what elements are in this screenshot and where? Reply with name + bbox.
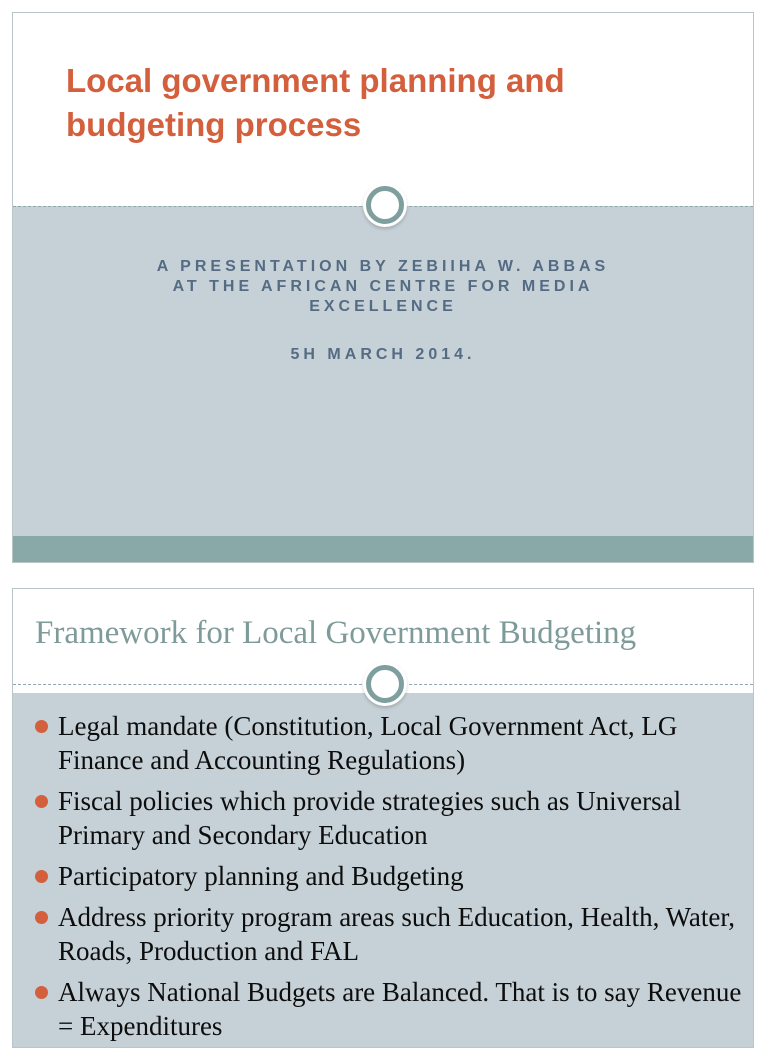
slide-title: Framework for Local Government Budgeting — [35, 615, 637, 651]
presenter-line-3: EXCELLENCE — [309, 298, 457, 315]
bullet-dot-icon — [35, 720, 48, 733]
title-area — [13, 13, 753, 206]
presentation-title: Local government planning and budgeting process — [66, 62, 565, 143]
list-item — [35, 975, 745, 1043]
list-item — [35, 709, 745, 777]
bullet-dot-icon — [35, 911, 48, 924]
presenter-line-2: AT THE AFRICAN CENTRE FOR MEDIA — [172, 278, 594, 295]
footer-bar — [13, 536, 753, 562]
bullet-text: Participatory planning and Budgeting — [58, 861, 464, 891]
bullet-text: Always National Budgets are Balanced. That is to say Revenue = Expenditures — [58, 977, 742, 1041]
presentation-date: 5H MARCH 2014. — [290, 346, 476, 363]
presenter-info — [73, 257, 693, 317]
bullet-dot-icon — [35, 795, 48, 808]
bullet-dot-icon — [35, 870, 48, 883]
bullet-dot-icon — [35, 986, 48, 999]
bullet-text: Address priority program areas such Education, Health, Water, Roads, Production and FAL — [58, 902, 736, 966]
circle-ornament-icon — [366, 186, 404, 224]
title-slide — [12, 12, 754, 563]
list-item — [35, 859, 745, 893]
bullet-list — [35, 709, 745, 1048]
bullet-text: Fiscal policies which provide strategies such as Universal Primary and Secondary Education — [58, 786, 682, 850]
circle-ornament-icon — [366, 665, 404, 703]
bullet-text: Legal mandate (Constitution, Local Government Act, LG Finance and Accounting Regulations) — [58, 711, 678, 775]
framework-slide — [12, 588, 754, 1048]
presenter-line-1: A PRESENTATION BY ZEBIIHA W. ABBAS — [156, 258, 610, 275]
list-item — [35, 900, 745, 968]
list-item — [35, 784, 745, 852]
